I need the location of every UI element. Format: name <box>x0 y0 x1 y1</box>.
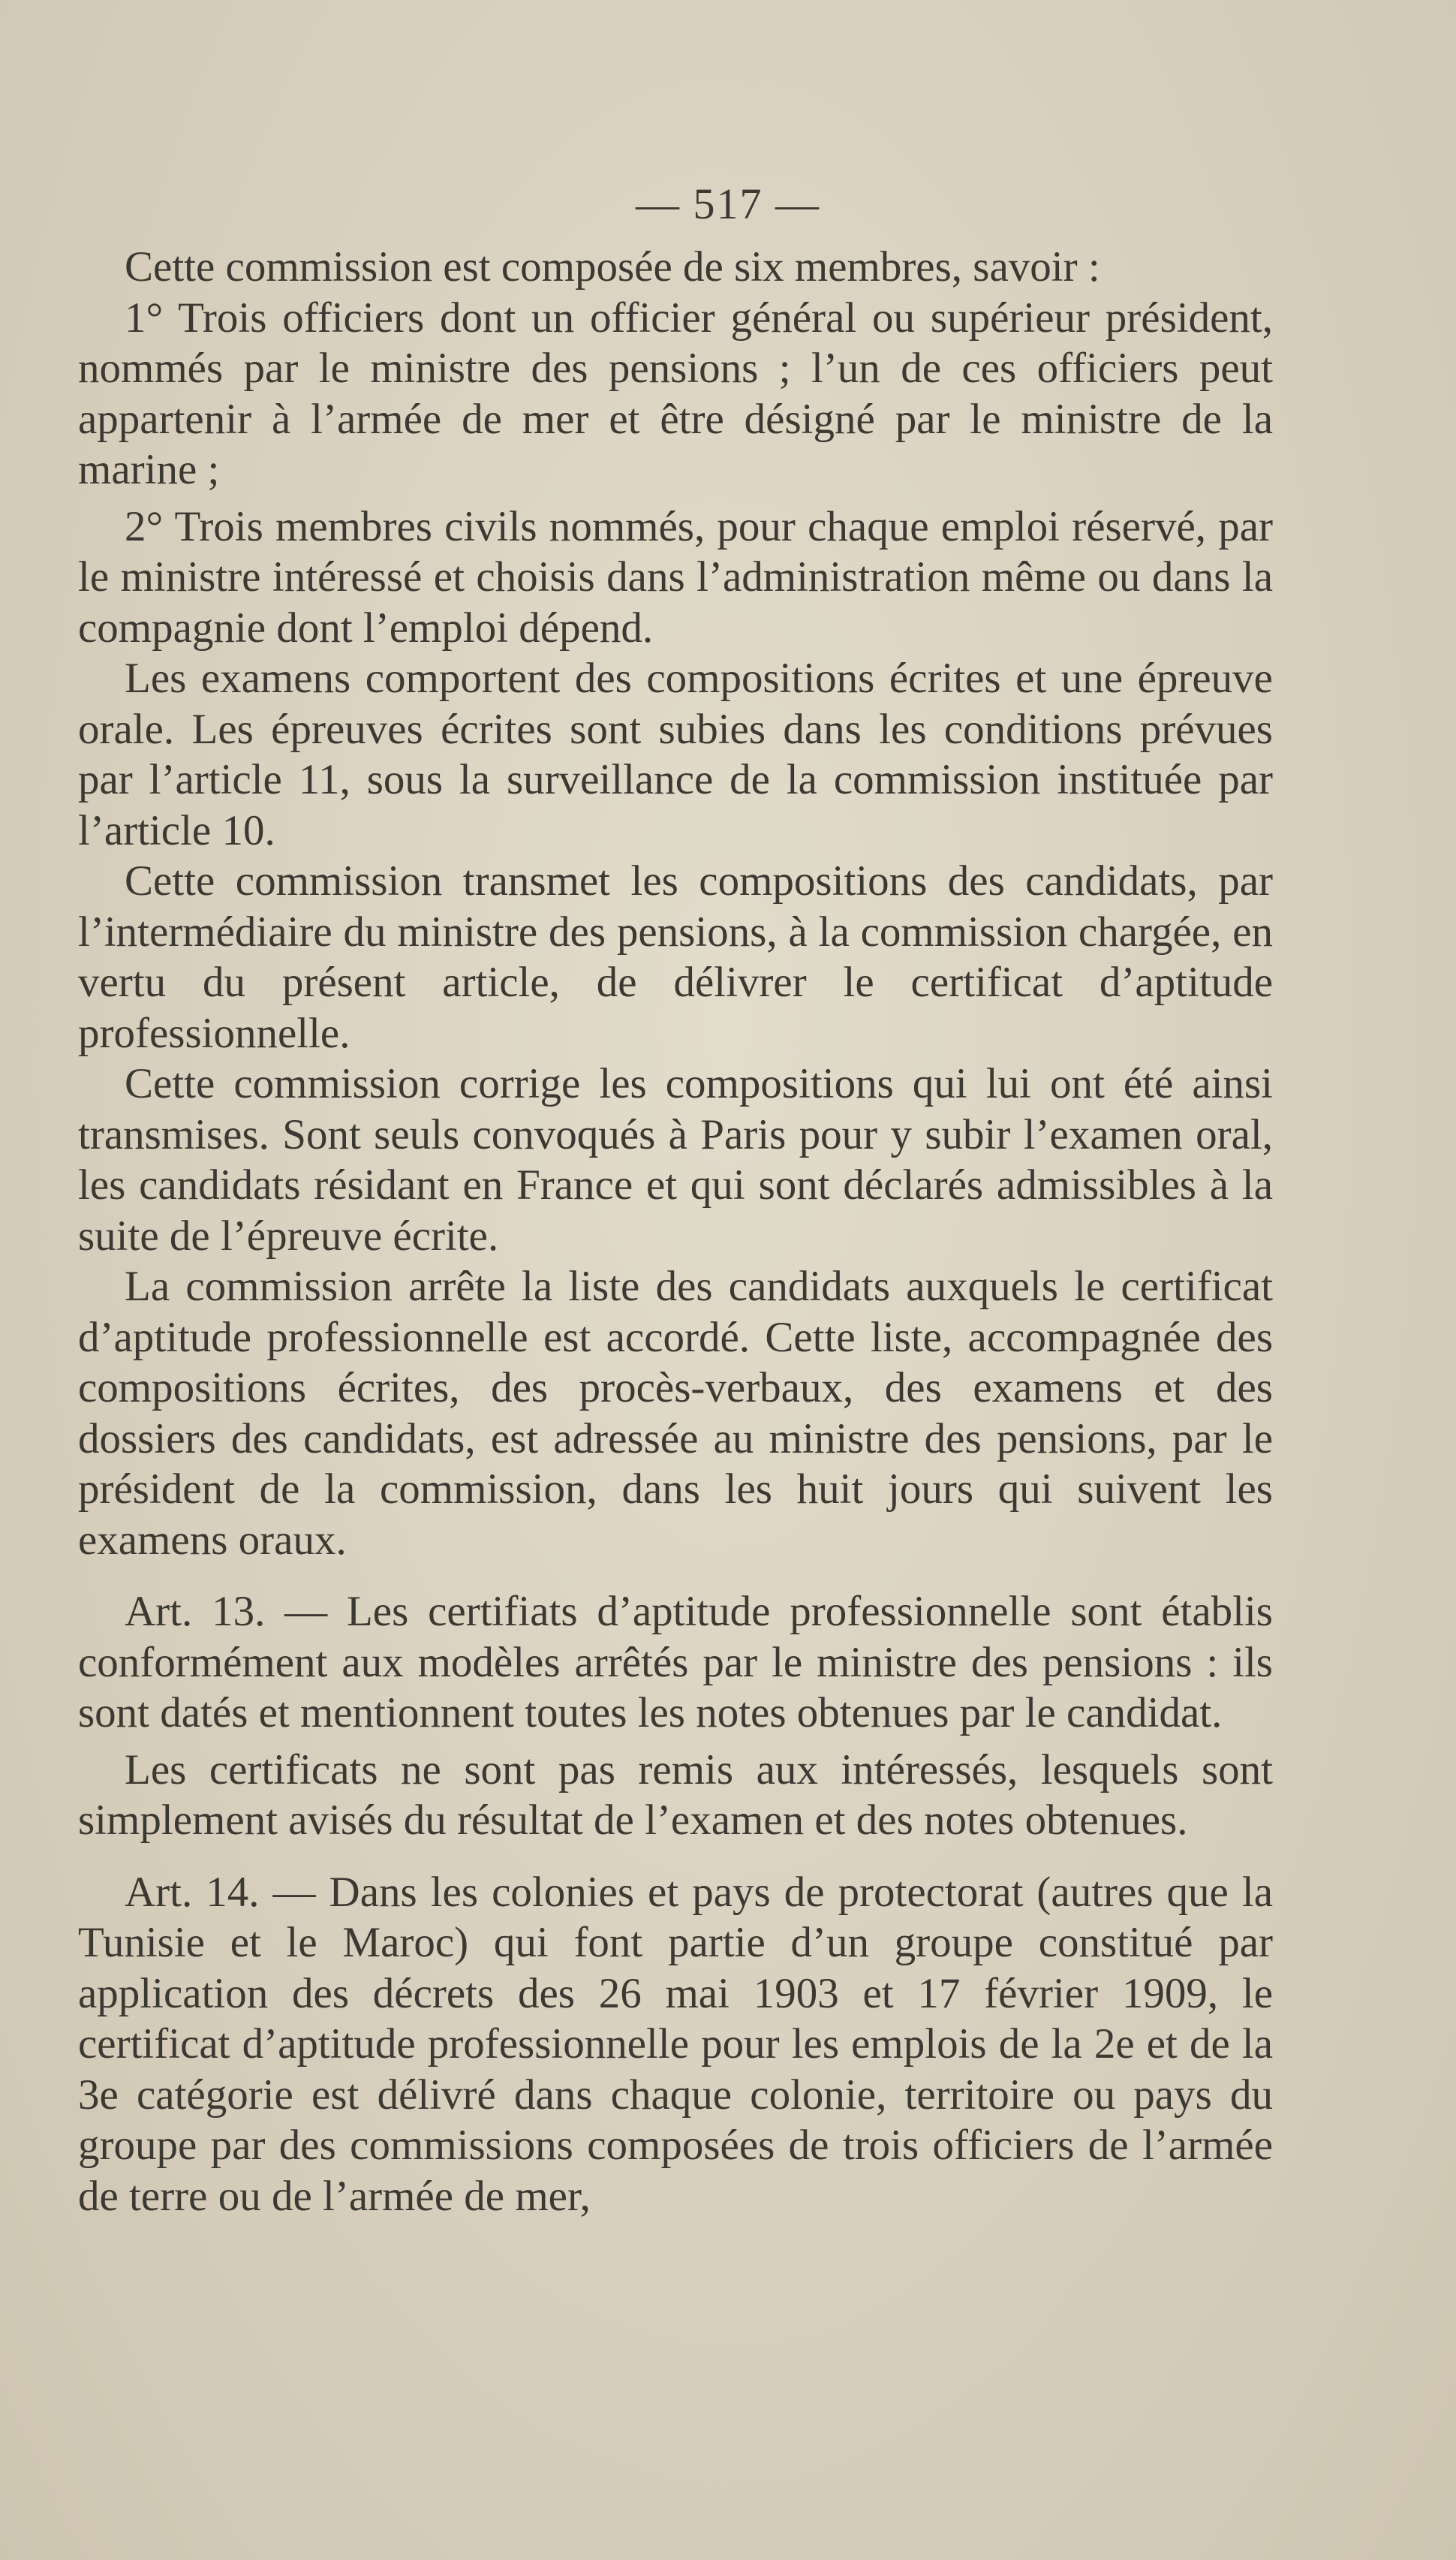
paragraph-certificates: Les certificats ne sont pas remis aux intéressés, lesquels sont simplement avisés du résultat de l’examen et des notes obtenues. <box>78 1745 1273 1844</box>
body-text <box>78 242 1273 2221</box>
paragraph-list: La commission arrête la liste des candidats auxquels le certificat d’aptitude professionnelle est accordé. Cette liste, accompagnée des compositions écrites, des procès-verbaux, des examens et des dossiers des candidats, est adressée au ministre des pensions, par le président de la commission, dans les huit jours qui suivent les examens oraux. <box>78 1263 1273 1564</box>
paragraph-correction: Cette commission corrige les compositions qui lui ont été ainsi transmises. Sont seuls convoqués à Paris pour y subir l’examen oral, les candidats résidant en France et qui sont déclarés admissibles à la suite de l’épreuve écrite. <box>78 1060 1273 1260</box>
paragraph-article-14: Art. 14. — Dans les colonies et pays de protectorat (autres que la Tunisie et le Maroc) qui font partie d’un groupe constitué par application des décrets des 26 mai 1903 et 17 février 1909, le certificat d’aptitude professionnelle pour les emplois de la 2e et de la 3e catégorie est délivré dans chaque colonie, territoire ou pays du groupe par des commissions composées de trois officiers de l’armée de terre ou de l’armée de mer, <box>78 1868 1273 2220</box>
paragraph-officers: 1° Trois officiers dont un officier général ou supérieur président, nommés par le ministre des pensions ; l’un de ces officiers peut appartenir à l’armée de mer et être désigné par le ministre de la marine ; <box>78 294 1273 493</box>
paragraph-civil-members: 2° Trois membres civils nommés, pour chaque emploi réservé, par le ministre intéressé et choisis dans l’administration même ou dans la compagnie dont l’emploi dépend. <box>78 502 1273 652</box>
paragraph-commission-composition: Cette commission est composée de six membres, savoir : <box>125 243 1100 291</box>
paragraph-article-13: Art. 13. — Les certifiats d’aptitude professionnelle sont établis conformément aux modèles arrêtés par le ministre des pensions : ils sont datés et mentionnent toutes les notes obtenues par le candidat. <box>78 1588 1273 1736</box>
paragraph-examinations: Les examens comportent des compositions écrites et une épreuve orale. Les épreuves écrites sont subies dans les conditions prévues par l’article 11, sous la surveillance de la commission instituée par l’article 10. <box>78 655 1273 854</box>
page-number: — 517 — <box>636 179 820 228</box>
paragraph-transmission: Cette commission transmet les compositions des candidats, par l’intermédiaire du ministre des pensions, à la commission chargée, en vertu du présent article, de délivrer le certificat d’aptitude professionnelle. <box>78 857 1273 1057</box>
